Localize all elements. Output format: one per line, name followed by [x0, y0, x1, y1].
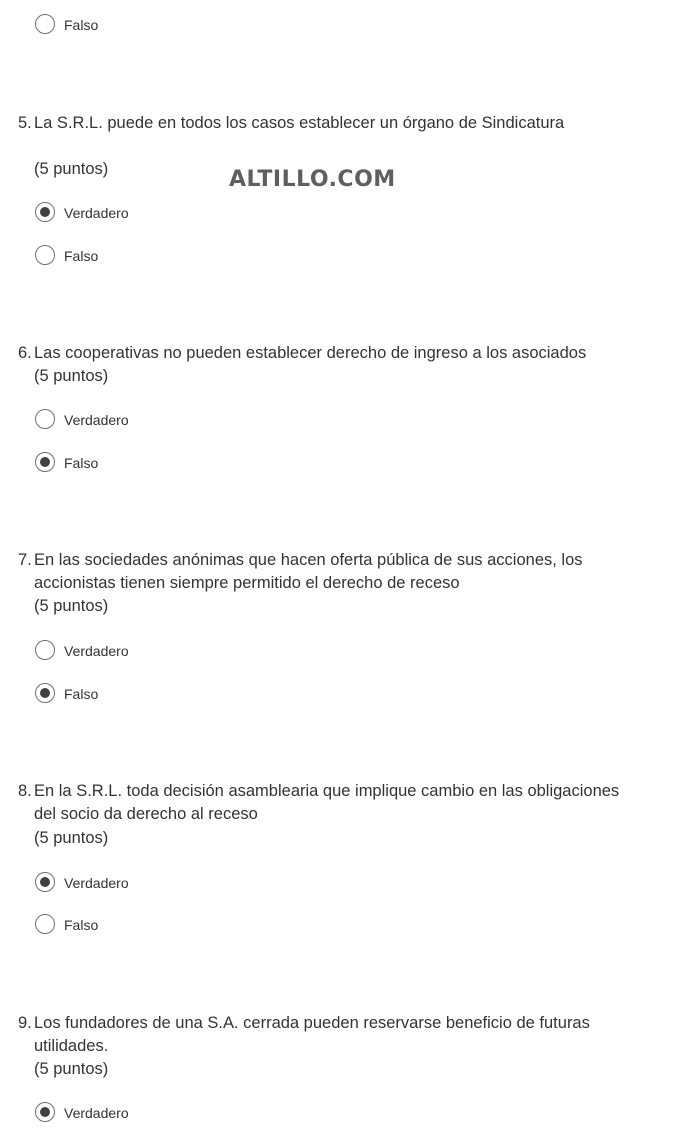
option-label-true: Verdadero [64, 643, 129, 659]
question-text: La S.R.L. puede en todos los casos establecer un órgano de Sindicatura [34, 114, 565, 132]
option-label-false: Falso [64, 455, 99, 471]
question-points: (5 puntos) [34, 829, 109, 847]
option-label-false: Falso [64, 17, 99, 33]
watermark: ALTILLO.COM [229, 167, 396, 192]
question-points: (5 puntos) [34, 160, 109, 178]
question-number: 7. [18, 551, 32, 569]
radio-q7-false[interactable] [35, 683, 55, 703]
question-number: 8. [18, 782, 32, 800]
radio-q9-true[interactable] [35, 1102, 55, 1122]
question-text: Los fundadores de una S.A. cerrada pueden reservarse beneficio de futuras utilidades. [34, 1014, 590, 1055]
radio-q6-false[interactable] [35, 452, 55, 472]
option-label-true: Verdadero [64, 205, 129, 221]
question-text: En las sociedades anónimas que hacen oferta pública de sus acciones, los accionistas tienen siempre permitido el derecho de receso [34, 551, 583, 592]
radio-q6-true[interactable] [35, 409, 55, 429]
option-label-true: Verdadero [64, 412, 129, 428]
question-number: 5. [18, 114, 32, 132]
radio-q8-true[interactable] [35, 872, 55, 892]
option-label-false: Falso [64, 248, 99, 264]
radio-prev-false[interactable] [35, 14, 55, 34]
option-label-true: Verdadero [64, 875, 129, 891]
question-text: En la S.R.L. toda decisión asamblearia que implique cambio en las obligaciones del socio da derecho al receso [34, 782, 620, 823]
question-text: Las cooperativas no pueden establecer derecho de ingreso a los asociados [34, 344, 587, 362]
question-points: (5 puntos) [34, 597, 109, 615]
question-points: (5 puntos) [34, 367, 109, 385]
option-label-false: Falso [64, 917, 99, 933]
option-label-false: Falso [64, 686, 99, 702]
radio-q8-false[interactable] [35, 914, 55, 934]
question-points: (5 puntos) [34, 1060, 109, 1078]
question-number: 9. [18, 1014, 32, 1032]
radio-q7-true[interactable] [35, 640, 55, 660]
option-label-true: Verdadero [64, 1105, 129, 1121]
question-number: 6. [18, 344, 32, 362]
radio-q5-false[interactable] [35, 245, 55, 265]
radio-q5-true[interactable] [35, 202, 55, 222]
